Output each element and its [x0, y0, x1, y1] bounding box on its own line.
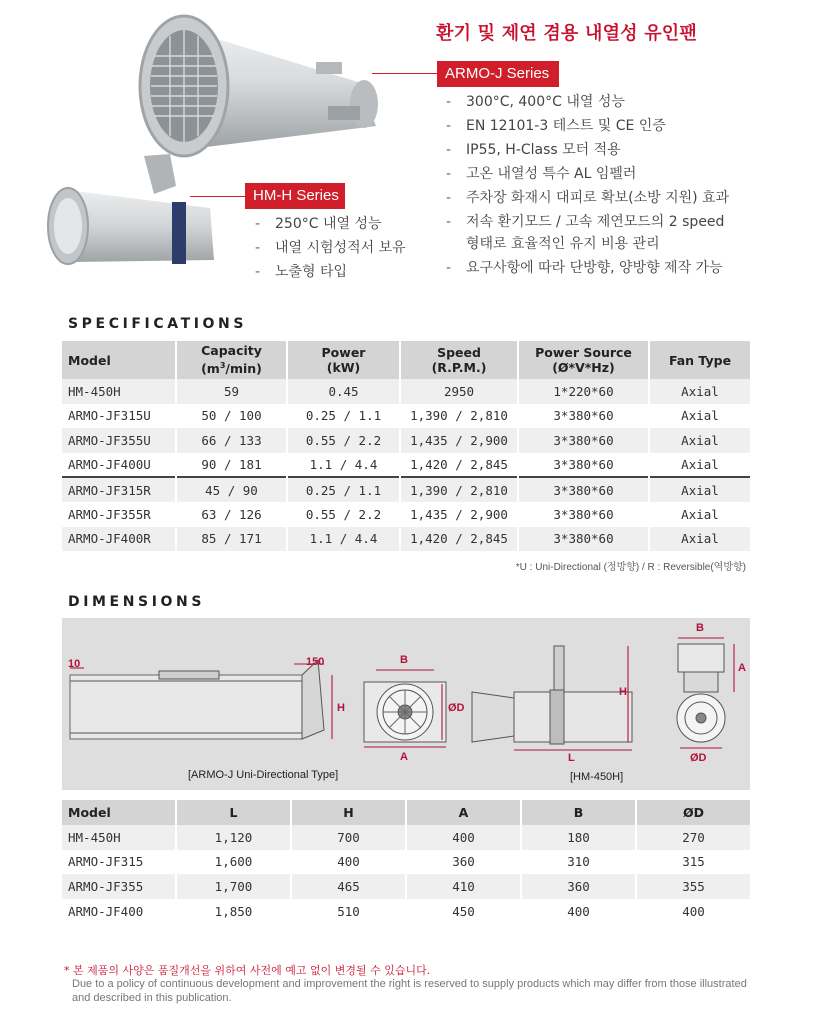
dimensions-drawing-panel: [62, 618, 750, 790]
table-row: ARMO-JF355 1,700 465 410 360 355: [62, 874, 750, 899]
dim-header-od: ØD: [636, 800, 750, 825]
table-row: ARMO-JF355R 63 / 126 0.55 / 2.2 1,435 / 2,900 3*380*60 Axial: [62, 502, 750, 527]
dim-label-od-hm: ØD: [690, 752, 707, 764]
armo-j-fan-image: [128, 2, 390, 170]
dim-label-h-hm: H: [619, 686, 627, 698]
armo-feature-item: - 300°C, 400°C 내열 성능: [446, 94, 625, 110]
dim-label-b-hm: B: [696, 622, 704, 634]
dimensions-title: DIMENSIONS: [68, 594, 206, 610]
table-row: HM-450H 1,120 700 400 180 270: [62, 825, 750, 850]
hm-feature-item: - 250°C 내열 성능: [255, 216, 382, 232]
armo-feature-item: - EN 12101-3 테스트 및 CE 인증: [446, 118, 666, 134]
dim-label-150: 150: [306, 656, 325, 668]
specifications-table: [62, 341, 750, 551]
armo-feature-item: - 고온 내열성 특수 AL 임펠러: [446, 166, 637, 182]
dim-label-h-armo: H: [337, 702, 345, 714]
dim-label-10: 10: [68, 658, 81, 670]
table-row: ARMO-JF400U 90 / 181 1.1 / 4.4 1,420 / 2,845 3*380*60 Axial: [62, 453, 750, 478]
table-row: ARMO-JF315 1,600 400 360 310 315: [62, 850, 750, 875]
dim-label-od-armo: ØD: [448, 702, 465, 714]
hm-drawing-caption: [HM-450H]: [570, 771, 624, 783]
armo-leader-line: [372, 73, 438, 74]
hm-h-fan-image: [44, 150, 224, 268]
armo-feature-item: - 주차장 화재시 대피로 확보(소방 지원) 효과: [446, 190, 730, 206]
table-row: ARMO-JF355U 66 / 133 0.55 / 2.2 1,435 / 2,900 3*380*60 Axial: [62, 428, 750, 453]
hm-leader-line: [190, 196, 246, 197]
armo-feature-item: - 저속 환기모드 / 고속 제연모드의 2 speed: [446, 214, 725, 230]
armo-drawing-caption: [ARMO-J Uni-Directional Type]: [188, 769, 339, 781]
page-headline: 환기 및 제연 겸용 내열성 유인팬: [436, 23, 697, 44]
spec-header-model: Model: [62, 341, 176, 379]
armo-series-badge: ARMO-J Series: [437, 61, 559, 87]
spec-header-fan-type: Fan Type: [649, 341, 750, 379]
footer-english-notice: Due to a policy of continuous development and improvement the right is reserved to supply products which may differ from those illustrated and described in this publication.: [72, 978, 747, 1004]
table-row: ARMO-JF400 1,850 510 450 400 400: [62, 899, 750, 924]
dim-header-row: [62, 800, 750, 825]
dimension-drawing: [62, 618, 750, 790]
dim-header-l: L: [176, 800, 291, 825]
dim-header-model: Model: [62, 800, 176, 825]
armo-feature-item: - 요구사항에 따라 단방향, 양방향 제작 가능: [446, 260, 723, 276]
dim-label-l: L: [568, 752, 575, 764]
spec-header-power: Power (kW): [287, 341, 400, 379]
spec-header-row: [62, 341, 750, 379]
armo-feature-item-continued: 형태로 효율적인 유지 비용 관리: [466, 236, 660, 252]
spec-header-power-source: Power Source (Ø*V*Hz): [518, 341, 649, 379]
hm-feature-item: - 내열 시험성적서 보유: [255, 240, 406, 256]
dim-header-b: B: [521, 800, 636, 825]
hm-feature-item: - 노출형 타입: [255, 264, 348, 280]
dimensions-table: [62, 800, 750, 923]
table-row: ARMO-JF315R 45 / 90 0.25 / 1.1 1,390 / 2,810 3*380*60 Axial: [62, 477, 750, 502]
spec-header-capacity: Capacity $(m^3/\min)$: [176, 341, 287, 379]
dim-header-h: H: [291, 800, 406, 825]
footer-korean-notice: * 본 제품의 사양은 품질개선을 위하여 사전에 예고 없이 변경될 수 있습니다.: [64, 964, 431, 977]
dim-label-a-hm: A: [738, 662, 746, 674]
dim-label-a: A: [400, 751, 408, 763]
specifications-title: SPECIFICATIONS: [68, 316, 248, 332]
hm-series-badge: HM-H Series: [245, 183, 345, 209]
table-row: ARMO-JF400R 85 / 171 1.1 / 4.4 1,420 / 2,845 3*380*60 Axial: [62, 527, 750, 552]
armo-feature-list: [446, 91, 729, 281]
dim-header-a: A: [406, 800, 521, 825]
armo-feature-item: - IP55, H-Class 모터 적용: [446, 142, 621, 158]
dim-label-b: B: [400, 654, 408, 666]
spec-footnote: *U : Uni-Directional (정방향) / R : Reversible(역방향): [515, 562, 746, 573]
hm-feature-list: [255, 213, 406, 285]
table-row: ARMO-JF315U 50 / 100 0.25 / 1.1 1,390 / 2,810 3*380*60 Axial: [62, 404, 750, 429]
table-row: HM-450H 59 0.45 2950 1*220*60 Axial: [62, 379, 750, 404]
spec-header-speed: Speed (R.P.M.): [400, 341, 518, 379]
